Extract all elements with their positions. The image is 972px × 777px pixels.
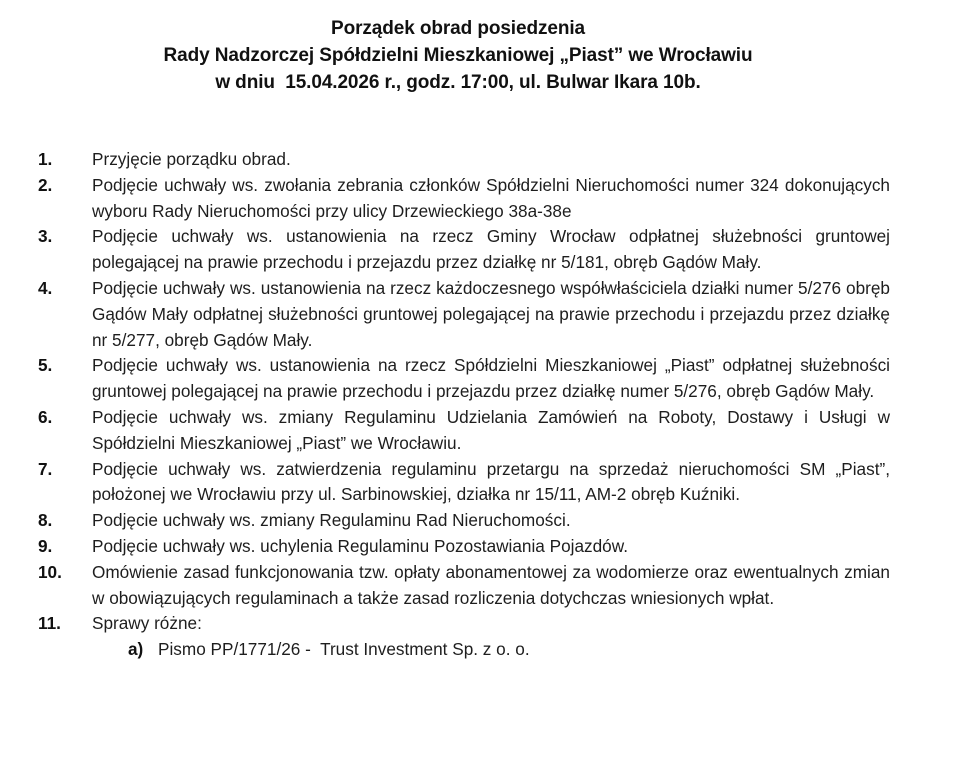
agenda-item-7 [38,457,890,509]
agenda-list [38,147,890,663]
sub-item-a [92,637,890,663]
item-number: 2. [38,174,53,195]
item-number: 1. [38,149,53,169]
agenda-item-5 [38,353,890,405]
item-text: Podjęcie uchwały ws. ustanowienia na rzecz Gminy Wrocław odpłatnej służebności gruntowej polegającej na prawie przechodu i przejazdu przez działkę nr 5/181, obręb Gądów Mały. [92,226,890,273]
agenda-item-6 [38,405,890,457]
item-number: 7. [38,458,53,479]
agenda-item-4 [38,276,890,353]
title-line-2: Rady Nadzorczej Spółdzielni Mieszkaniowej „Piast” we Wrocławiu [163,45,753,66]
item-number: 6. [38,406,53,427]
title-line-1: Porządek obrad posiedzenia [331,18,585,39]
agenda-item-9 [38,534,890,560]
item-number: 3. [38,226,53,247]
agenda-item-2 [38,173,890,225]
item-text: Przyjęcie porządku obrad. [92,149,291,169]
item-text: Podjęcie uchwały ws. ustanowienia na rzecz każdoczesnego współwłaściciela działki numer 5/276 obręb Gądów Mały odpłatnej służebności gruntowej polegającej na prawie przechodu i przejazdu przez działkę nr 5/277, obręb Gądów Mały. [92,277,890,350]
item-number: 9. [38,535,53,556]
agenda-item-10 [38,560,890,612]
item-number: 5. [38,355,53,376]
item-text: Podjęcie uchwały ws. zmiany Regulaminu Rad Nieruchomości. [92,510,571,531]
agenda-item-3 [38,224,890,276]
item-number: 11. [38,613,61,634]
item-text: Podjęcie uchwały ws. zatwierdzenia regulaminu przetargu na sprzedaż nieruchomości SM „Piast”, położonej we Wrocławiu przy ul. Sarbinowskiej, działka nr 15/11, AM-2 obręb Kuźniki. [92,458,890,505]
document-header [0,15,916,96]
item-number: 10. [38,561,62,582]
sub-item-letter: a) [128,639,144,660]
item-number: 4. [38,277,53,298]
agenda-item-8 [38,508,890,534]
agenda-item-11 [38,611,890,663]
item-text: Omówienie zasad funkcjonowania tzw. opłaty abonamentowej za wodomierze oraz ewentualnych zmian w obowiązujących regulaminach a także zasad rozliczenia dotychczas wniesionych wpłat. [92,561,890,608]
item-text: Podjęcie uchwały ws. ustanowienia na rzecz Spółdzielni Mieszkaniowej „Piast” odpłatnej służebności gruntowej polegającej na prawie przechodu i przejazdu przez działkę numer 5/276, obręb Gądów Mały. [92,355,890,402]
sub-item-text: Pismo PP/1771/26 - Trust Investment Sp. z o. o. [158,639,530,660]
title-line-3: w dniu 15.04.2026 r., godz. 17:00, ul. Bulwar Ikara 10b. [215,72,701,93]
item-text: Podjęcie uchwały ws. zmiany Regulaminu Udzielania Zamówień na Roboty, Dostawy i Usługi w Spółdzielni Mieszkaniowej „Piast” we Wrocławiu. [92,406,890,453]
item-text: Podjęcie uchwały ws. uchylenia Regulaminu Pozostawiania Pojazdów. [92,535,628,556]
sub-item-list [92,637,890,663]
item-text: Sprawy różne: [92,613,202,634]
item-text: Podjęcie uchwały ws. zwołania zebrania członków Spółdzielni Nieruchomości numer 324 dokonujących wyboru Rady Nieruchomości przy ulicy Drzewieckiego 38a-38e [92,174,890,221]
agenda-item-1 [38,147,890,173]
item-number: 8. [38,510,53,531]
